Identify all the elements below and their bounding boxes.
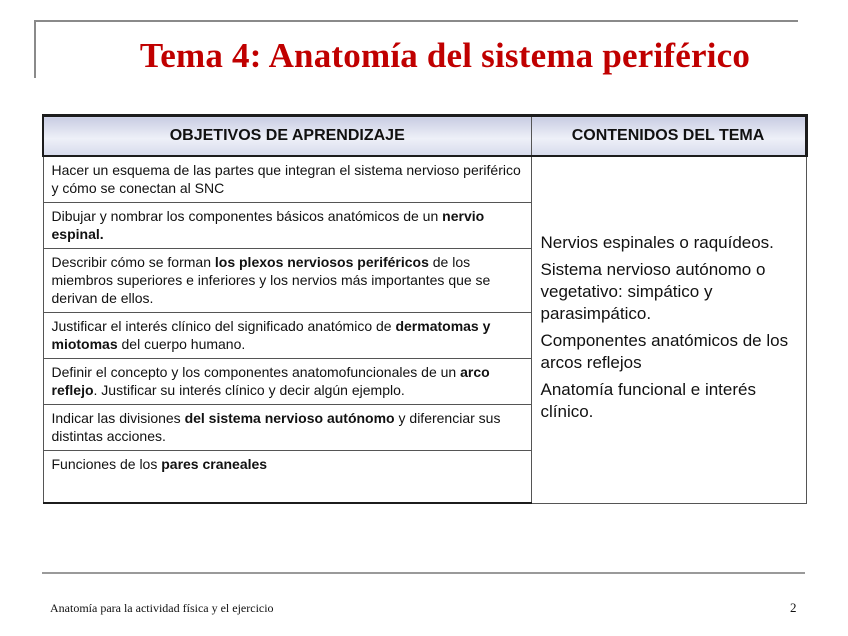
objective-bold-text: dermatomas y miotomas bbox=[51, 318, 491, 352]
objective-text: del cuerpo humano. bbox=[117, 336, 246, 352]
objective-text: Hacer un esquema de las partes que integran el sistema nervioso periférico y cómo se conectan al SNC bbox=[51, 162, 521, 196]
objective-text: Dibujar y nombrar los componentes básicos anatómicos de un bbox=[51, 208, 443, 224]
objective-bold-text: pares craneales bbox=[161, 456, 268, 472]
table-row bbox=[43, 156, 806, 203]
objective-bold-text: nervio espinal. bbox=[51, 208, 485, 242]
table-header-row bbox=[43, 116, 806, 157]
objective-text: y diferenciar sus distintas acciones. bbox=[51, 410, 501, 444]
objectives-header: OBJETIVOS DE APRENDIZAJE bbox=[43, 116, 531, 157]
objective-text: Definir el concepto y los componentes anatomofuncionales de un bbox=[51, 364, 461, 380]
objective-cell bbox=[43, 313, 531, 359]
objective-bold-text: los plexos nerviosos periféricos bbox=[214, 254, 429, 270]
footer-text: Anatomía para la actividad física y el ejercicio bbox=[50, 601, 274, 615]
content-item: Nervios espinales o raquídeos. bbox=[540, 232, 774, 252]
page-number: 2 bbox=[790, 600, 797, 615]
objective-cell bbox=[43, 451, 531, 504]
contents-cell bbox=[531, 156, 806, 503]
content-item: Componentes anatómicos de los arcos reflejos bbox=[540, 330, 789, 372]
objective-cell bbox=[43, 359, 531, 405]
objective-text: Justificar el interés clínico del significado anatómico de bbox=[51, 318, 396, 334]
objective-text: Describir cómo se forman bbox=[51, 254, 215, 270]
objective-text: . Justificar su interés clínico y decir algún ejemplo. bbox=[93, 382, 405, 398]
objective-text: Funciones de los bbox=[51, 456, 162, 472]
contents-header: CONTENIDOS DEL TEMA bbox=[531, 116, 806, 157]
objective-cell bbox=[43, 203, 531, 249]
objective-cell bbox=[43, 156, 531, 203]
objective-text: de los miembros superiores e inferiores y los nervios más importantes que se derivan de ellos. bbox=[51, 254, 491, 306]
content-item: Anatomía funcional e interés clínico. bbox=[540, 379, 756, 421]
table-body bbox=[43, 156, 806, 503]
objective-bold-text: arco reflejo bbox=[51, 364, 490, 398]
slide-title: Tema 4: Anatomía del sistema periférico bbox=[139, 36, 751, 75]
objective-bold-text: del sistema nervioso autónomo bbox=[184, 410, 395, 426]
content-item: Sistema nervioso autónomo o vegetativo: simpático y parasimpático. bbox=[540, 259, 766, 323]
objective-cell bbox=[43, 249, 531, 313]
objective-cell bbox=[43, 405, 531, 451]
objectives-contents-table bbox=[42, 114, 808, 504]
top-border-line bbox=[34, 20, 798, 22]
footer-rule bbox=[42, 572, 805, 574]
objective-text: Indicar las divisiones bbox=[51, 410, 185, 426]
